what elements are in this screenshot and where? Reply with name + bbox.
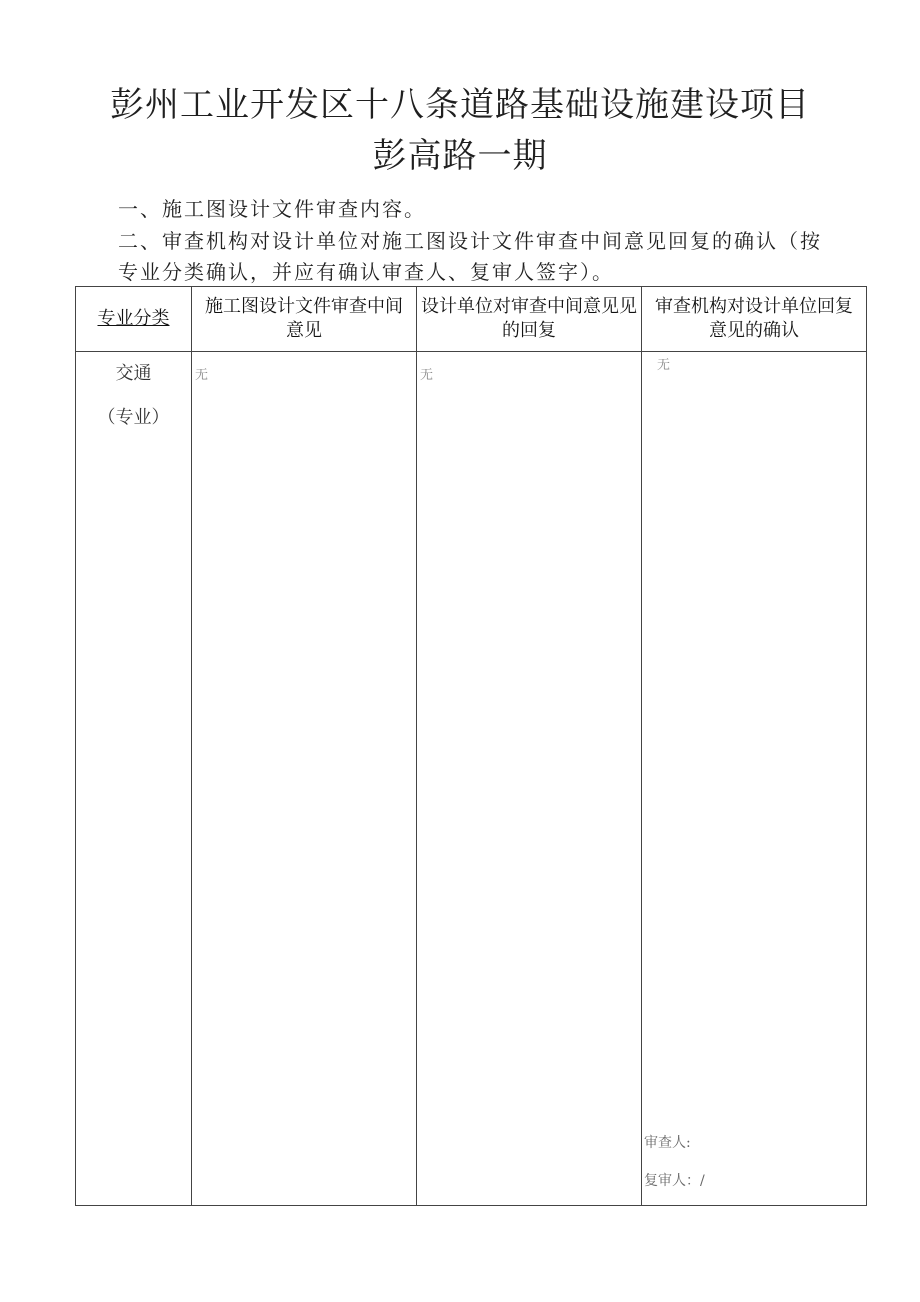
section-1-heading: 一、施工图设计文件审查内容。 [118,197,426,221]
document-subtitle: 彭高路一期 [372,136,548,176]
header-confirm [642,287,867,352]
section-2-heading-line1: 二、审查机构对设计单位对施工图设计文件审查中间意见回复的确认（按 [118,229,822,253]
opinions-cell [192,352,417,1206]
section-2-heading-line2: 专业分类确认，并应有确认审查人、复审人签字）。 [118,260,614,284]
header-reply-line2: 的回复 [502,320,556,341]
reply-value: 无 [420,368,434,383]
review-table [75,286,867,1206]
header-category-label: 专业分类 [97,308,170,329]
header-opinions-line1: 施工图设计文件审查中间 [205,296,403,317]
document-title: 彭州工业开发区十八条道路基础设施建设项目 [110,85,810,125]
reviewer-signature-label: 审查人: [644,1135,691,1151]
header-reply-line1: 设计单位对审查中间意见见 [421,296,637,317]
header-opinions [192,287,417,352]
confirm-cell [642,352,867,1206]
header-reply [417,287,642,352]
table-header-row [76,287,867,352]
table-row [76,352,867,1206]
opinions-value: 无 [195,368,209,383]
category-cell [76,352,192,1206]
rechecker-signature-label: 复审人：/ [644,1173,705,1189]
header-confirm-line2: 意见的确认 [709,320,799,341]
header-category [76,287,192,352]
header-confirm-line1: 审查机构对设计单位回复 [655,296,853,317]
category-name: 交通 [115,363,152,384]
category-suffix: （专业） [97,407,170,428]
confirm-value: 无 [657,358,671,373]
reply-cell [417,352,642,1206]
header-opinions-line2: 意见 [286,320,322,341]
